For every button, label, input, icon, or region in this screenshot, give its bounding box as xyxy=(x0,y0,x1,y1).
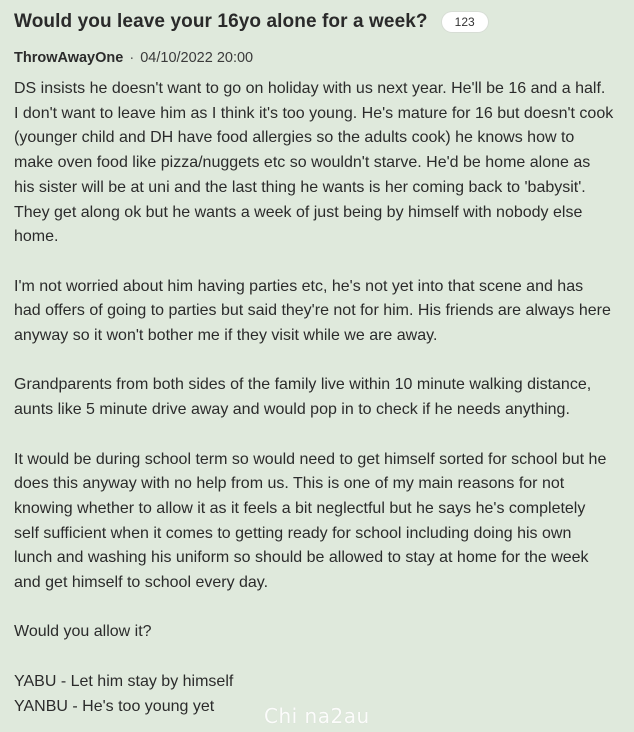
author-name[interactable]: ThrowAwayOne xyxy=(14,50,124,66)
post-question: Would you allow it? xyxy=(14,623,152,641)
post-date: 04/10/2022 20:00 xyxy=(140,50,254,66)
poll-option-yanbu: YANBU - He's too young yet xyxy=(14,697,215,715)
post-paragraph: Grandparents from both sides of the family live within 10 minute walking distance, aunts like 5 minute drive away and would pop in to check if he needs anything. xyxy=(14,376,592,419)
post-meta xyxy=(14,49,620,67)
post-paragraph: DS insists he doesn't want to go on holiday with us next year. He'll be 16 and a half. I don't want to leave him as I think it's too young. He's mature for 16 but doesn't cook (younger child and DH have food allergies so the adults cook) he knows how to make oven food like pizza/nuggets etc so wouldn't starve. He'd be home alone as his sister will be at uni and the last thing he wants is her coming back to 'babysit'. They get along ok but he wants a week of just being by himself with nobody else home. xyxy=(14,80,614,246)
post-header xyxy=(14,8,620,36)
reply-count-badge[interactable]: 123 xyxy=(442,12,488,32)
thread-title[interactable]: Would you leave your 16yo alone for a week? xyxy=(14,11,428,32)
watermark: Chi na2au xyxy=(264,704,370,728)
poll-option-yabu: YABU - Let him stay by himself xyxy=(14,672,234,690)
post-body xyxy=(14,77,620,719)
post-paragraph: It would be during school term so would need to get himself sorted for school but he does this anyway with no help from us. This is one of my main reasons for not knowing whether to allow it as it feels a bit neglectful but he says he's completely self sufficient when it comes to getting ready for school including doing his own lunch and washing his uniform so should be allowed to stay at home for the week and get himself to school every day. xyxy=(14,450,607,592)
meta-separator: · xyxy=(129,50,135,66)
post-paragraph: I'm not worried about him having parties etc, he's not yet into that scene and has had offers of going to parties but said they're not for him. His friends are always here anyway so it won't bother me if they visit while we are away. xyxy=(14,277,611,345)
